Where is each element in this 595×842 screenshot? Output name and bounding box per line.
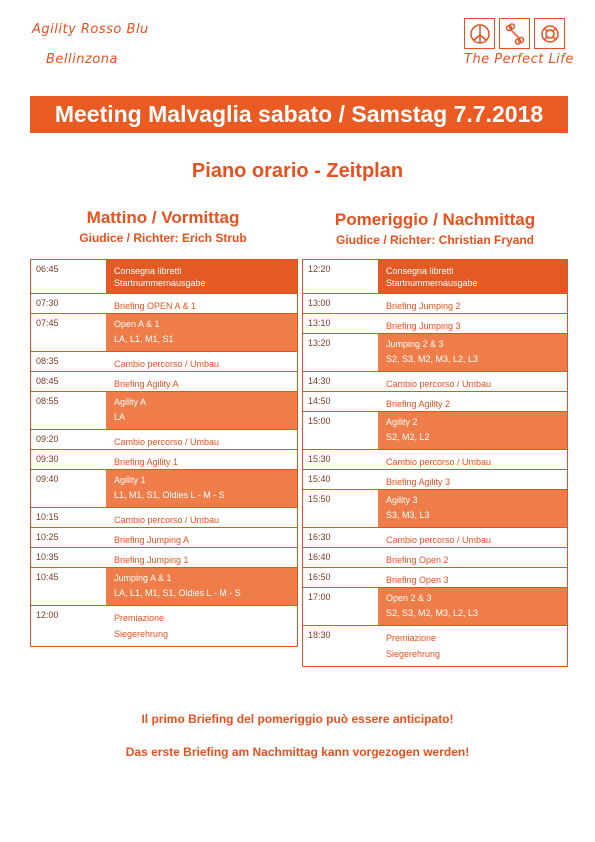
row-time: 15:00: [308, 416, 331, 426]
row-line: Cambio percorso / Umbau: [386, 457, 492, 467]
row-time: 15:50: [308, 494, 331, 504]
schedule-row: [303, 314, 567, 334]
row-time: 16:50: [308, 572, 331, 582]
schedule-row: [303, 294, 567, 314]
row-time: 09:30: [36, 454, 59, 464]
row-line: Briefing Agility 1: [114, 457, 179, 467]
row-line: S2, S3, M2, M3, L2, L3: [386, 354, 479, 364]
row-line: S3, M3, L3: [386, 510, 430, 520]
afternoon-schedule: [302, 259, 568, 667]
row-line: L1, M1, S1, Oldies L - M - S: [114, 490, 225, 500]
row-time: 10:15: [36, 512, 59, 522]
schedule-row: [303, 548, 567, 568]
row-description: [378, 294, 567, 313]
row-line: Startnummernausgabe: [114, 278, 206, 288]
row-line: Premiazione: [386, 633, 437, 643]
row-line: Agility 1: [114, 475, 146, 485]
schedule-row: [31, 314, 297, 352]
row-line: Briefing OPEN A & 1: [114, 301, 197, 311]
schedule-row: [303, 412, 567, 450]
row-description: [378, 392, 567, 411]
row-line: Siegerehrung: [386, 649, 441, 659]
afternoon-title: Pomeriggio / Nachmittag: [334, 210, 536, 229]
row-description: [378, 548, 567, 567]
schedule-row: [31, 606, 297, 646]
morning-title: Mattino / Vormittag: [86, 208, 240, 227]
row-time: 10:35: [36, 552, 59, 562]
row-time: 09:20: [36, 434, 59, 444]
schedule-row: [31, 392, 297, 430]
row-description: [378, 490, 567, 527]
row-description: [106, 314, 297, 351]
brand-logo: [464, 18, 574, 67]
row-description: [106, 470, 297, 507]
row-time: 13:00: [308, 298, 331, 308]
row-line: Briefing Jumping 3: [386, 321, 461, 331]
schedule-row: [31, 508, 297, 528]
row-line: Briefing Agility A: [114, 379, 179, 389]
schedule-row: [31, 548, 297, 568]
note-italian: Il primo Briefing del pomeriggio può essere anticipato!: [141, 712, 454, 726]
schedule-row: [31, 260, 297, 294]
row-description: [106, 508, 297, 527]
row-description: [106, 392, 297, 429]
lifebuoy-icon: [534, 18, 565, 49]
page-title: Piano orario - Zeitplan: [191, 160, 404, 182]
row-time: 10:25: [36, 532, 59, 542]
row-line: Agility 2: [386, 417, 418, 427]
row-time: 13:10: [308, 318, 331, 328]
row-line: S2, M2, L2: [386, 432, 430, 442]
row-description: [378, 450, 567, 469]
row-description: [378, 412, 567, 449]
row-time: 14:50: [308, 396, 331, 406]
bone-icon: [499, 18, 530, 49]
row-description: [106, 606, 297, 646]
row-line: Agility 3: [386, 495, 418, 505]
brand-text: The Perfect Life: [464, 52, 574, 67]
row-line: Consegna libretti: [114, 266, 182, 276]
row-description: [378, 314, 567, 333]
row-time: 13:20: [308, 338, 331, 348]
row-time: 07:30: [36, 298, 59, 308]
row-line: LA, L1, M1, S1, Oldies L - M - S: [114, 588, 241, 598]
row-description: [106, 372, 297, 391]
schedule-row: [31, 352, 297, 372]
row-line: LA, L1, M1, S1: [114, 334, 174, 344]
row-time: 12:00: [36, 610, 59, 620]
schedule-row: [303, 392, 567, 412]
row-time: 12:20: [308, 264, 331, 274]
row-time: 17:00: [308, 592, 331, 602]
schedule-row: [31, 470, 297, 508]
schedule-row: [31, 568, 297, 606]
morning-header: [30, 208, 296, 245]
club-name-line1: Agility Rosso Blu: [32, 22, 149, 37]
row-line: Agility A: [114, 397, 147, 407]
row-line: Briefing Agility 3: [386, 477, 451, 487]
schedule-row: [303, 528, 567, 548]
row-description: [378, 470, 567, 489]
row-time: 15:30: [308, 454, 331, 464]
row-line: Open A & 1: [114, 319, 160, 329]
row-description: [378, 626, 567, 666]
row-description: [378, 260, 567, 293]
row-time: 08:45: [36, 376, 59, 386]
row-line: Consegna libretti: [386, 266, 454, 276]
schedule-row: [303, 588, 567, 626]
row-description: [378, 334, 567, 371]
note-german: Das erste Briefing am Nachmittag kann vorgezogen werden!: [125, 745, 470, 759]
row-line: Briefing Jumping 1: [114, 555, 189, 565]
row-description: [378, 588, 567, 625]
schedule-row: [303, 450, 567, 470]
schedule-row: [303, 490, 567, 528]
row-description: [106, 260, 297, 293]
schedule-row: [303, 334, 567, 372]
row-description: [106, 568, 297, 605]
row-description: [106, 430, 297, 449]
row-line: Cambio percorso / Umbau: [386, 535, 492, 545]
row-time: 09:40: [36, 474, 59, 484]
row-line: Briefing Open 2: [386, 555, 449, 565]
schedule-row: [303, 568, 567, 588]
row-time: 08:55: [36, 396, 59, 406]
row-time: 15:40: [308, 474, 331, 484]
row-time: 18:30: [308, 630, 331, 640]
row-line: Cambio percorso / Umbau: [114, 359, 220, 369]
row-line: Cambio percorso / Umbau: [114, 515, 220, 525]
row-time: 16:40: [308, 552, 331, 562]
schedule-row: [303, 372, 567, 392]
row-line: Siegerehrung: [114, 629, 169, 639]
row-time: 06:45: [36, 264, 59, 274]
row-line: Briefing Jumping 2: [386, 301, 461, 311]
row-description: [106, 548, 297, 567]
club-name-line2: Bellinzona: [46, 52, 118, 67]
schedule-row: [303, 470, 567, 490]
row-description: [106, 528, 297, 547]
row-line: Premiazione: [114, 613, 165, 623]
schedule-row: [31, 430, 297, 450]
row-line: LA: [114, 412, 126, 422]
row-line: Open 2 & 3: [386, 593, 432, 603]
schedule-row: [303, 626, 567, 666]
row-line: Cambio percorso / Umbau: [386, 379, 492, 389]
row-description: [378, 568, 567, 587]
row-line: Startnummernausgabe: [386, 278, 478, 288]
row-description: [106, 352, 297, 371]
row-description: [106, 450, 297, 469]
schedule-row: [31, 294, 297, 314]
event-banner: Meeting Malvaglia sabato / Samstag 7.7.2018: [30, 96, 568, 133]
row-line: Briefing Agility 2: [386, 399, 451, 409]
schedule-row: [31, 372, 297, 392]
row-time: 14:30: [308, 376, 331, 386]
schedule-row: [31, 450, 297, 470]
row-line: S2, S3, M2, M3, L2, L3: [386, 608, 479, 618]
row-description: [106, 294, 297, 313]
row-time: 10:45: [36, 572, 59, 582]
afternoon-judge: Giudice / Richter: Christian Fryand: [335, 233, 535, 247]
morning-judge: Giudice / Richter: Erich Strub: [79, 231, 247, 245]
afternoon-header: [302, 210, 568, 247]
row-description: [378, 528, 567, 547]
row-line: Cambio percorso / Umbau: [114, 437, 220, 447]
row-description: [378, 372, 567, 391]
row-time: 16:30: [308, 532, 331, 542]
row-line: Jumping A & 1: [114, 573, 172, 583]
peace-icon: [464, 18, 495, 49]
row-time: 08:35: [36, 356, 59, 366]
row-time: 07:45: [36, 318, 59, 328]
schedule-row: [31, 528, 297, 548]
schedule-row: [303, 260, 567, 294]
row-line: Briefing Open 3: [386, 575, 449, 585]
row-line: Jumping 2 & 3: [386, 339, 444, 349]
row-line: Briefing Jumping A: [114, 535, 190, 545]
morning-schedule: [30, 259, 298, 647]
